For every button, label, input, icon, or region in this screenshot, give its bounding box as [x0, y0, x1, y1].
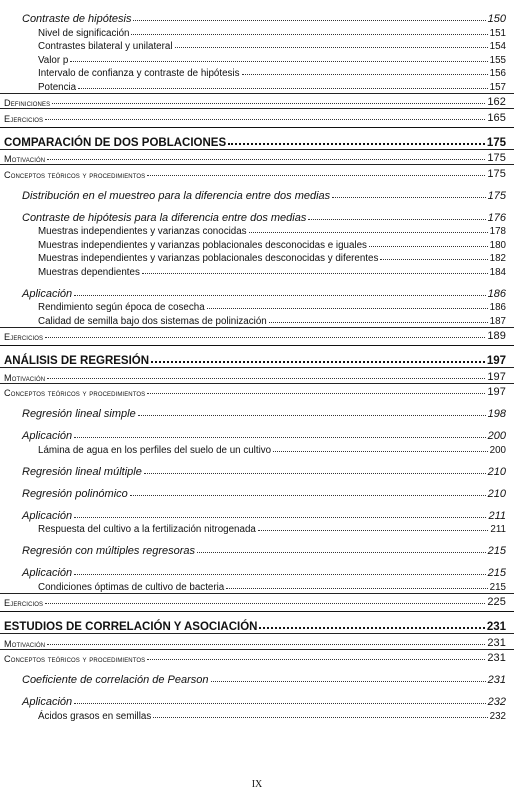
toc-entry-label: Condiciones óptimas de cultivo de bacteria	[38, 581, 225, 593]
toc-entry-page: 189	[487, 330, 506, 342]
toc-entry-page: 176	[487, 211, 506, 224]
dot-leader	[52, 103, 485, 104]
toc-section[interactable]	[0, 593, 514, 609]
toc-subsection[interactable]	[0, 420, 514, 442]
toc-item[interactable]	[0, 251, 514, 265]
toc-entry-page: 175	[487, 189, 506, 202]
toc-entry-page: 197	[487, 386, 506, 398]
toc-entry-page: 186	[487, 287, 506, 300]
toc-entry-label: Aplicación	[22, 696, 73, 708]
dot-leader	[211, 681, 486, 682]
toc-entry-page: 151	[489, 27, 506, 39]
toc-item[interactable]	[0, 237, 514, 251]
toc-entry-label: Calidad de semilla bajo dos sistemas de polinización	[38, 315, 267, 327]
dot-leader	[144, 473, 486, 474]
toc-entry-page: 200	[489, 444, 506, 456]
dot-leader	[74, 295, 486, 296]
dot-leader	[380, 259, 487, 260]
toc-entry-label: Aplicación	[22, 567, 73, 579]
toc-entry-page: 154	[489, 41, 506, 52]
toc-entry-label: Motivación	[4, 154, 46, 164]
toc-entry-page: 175	[487, 152, 506, 164]
toc-entry-label: Regresión lineal múltiple	[22, 465, 142, 478]
toc-subsection[interactable]	[0, 500, 514, 522]
toc-entry-label: Rendimiento según época de cosecha	[38, 302, 205, 313]
toc-section[interactable]	[0, 327, 514, 343]
toc-entry-label: Respuesta del cultivo a la fertilización nitrogenada	[38, 524, 256, 535]
dot-leader	[228, 143, 485, 145]
toc-item[interactable]	[0, 522, 514, 536]
dot-leader	[273, 451, 488, 452]
toc-entry-page: 200	[487, 430, 506, 442]
dot-leader	[47, 159, 485, 160]
toc-chapter[interactable]	[0, 345, 514, 367]
toc-entry-label: Contrastes bilateral y unilateral	[38, 41, 173, 52]
toc-subsection[interactable]	[0, 664, 514, 686]
toc-item[interactable]	[0, 25, 514, 39]
toc-entry-label: Regresión polinómico	[22, 487, 128, 500]
toc-section[interactable]	[0, 164, 514, 180]
toc-entry-label: Aplicación	[22, 430, 73, 442]
toc-entry-label: Ejercicios	[4, 113, 44, 124]
toc-entry-label: COMPARACIÓN DE DOS POBLACIONES	[4, 136, 227, 149]
dot-leader	[207, 308, 488, 309]
dot-leader	[45, 603, 485, 604]
toc-entry-page: 175	[486, 136, 506, 149]
dot-leader	[249, 232, 488, 233]
dot-leader	[70, 61, 487, 62]
toc-subsection[interactable]	[0, 686, 514, 708]
toc-section[interactable]	[0, 149, 514, 165]
dot-leader	[151, 361, 485, 363]
toc-item[interactable]	[0, 708, 514, 722]
toc-subsection[interactable]	[0, 398, 514, 420]
toc-entry-label: Coeficiente de correlación de Pearson	[22, 674, 209, 686]
toc-item[interactable]	[0, 579, 514, 593]
toc-entry-label: Muestras independientes y varianzas poblacionales desconocidas e iguales	[38, 239, 367, 251]
toc-entry-page: 231	[486, 621, 506, 633]
toc-item[interactable]	[0, 79, 514, 93]
toc-entry-label: Motivación	[4, 372, 46, 383]
toc-entry-label: Conceptos teóricos y procedimientos	[4, 654, 146, 664]
dot-leader	[197, 552, 486, 553]
toc-entry-label: Definiciones	[4, 98, 51, 108]
toc-entry-page: 155	[489, 54, 506, 66]
table-of-contents	[0, 3, 514, 722]
toc-entry-page: 215	[487, 567, 506, 579]
dot-leader	[147, 659, 485, 660]
toc-entry-page: 156	[489, 68, 506, 79]
toc-chapter[interactable]	[0, 611, 514, 633]
toc-item[interactable]	[0, 313, 514, 327]
toc-entry-label: Muestras independientes y varianzas poblacionales desconocidas y diferentes	[38, 253, 379, 264]
toc-item[interactable]	[0, 264, 514, 278]
toc-entry-page: 215	[487, 545, 506, 557]
toc-section[interactable]	[0, 108, 514, 124]
dot-leader	[258, 530, 489, 531]
toc-subsection[interactable]	[0, 478, 514, 500]
dot-leader	[242, 74, 488, 75]
toc-entry-label: Valor p	[38, 54, 69, 66]
toc-entry-label: Lámina de agua en los perfiles del suelo de un cultivo	[38, 444, 272, 456]
toc-entry-page: 215	[489, 581, 506, 593]
toc-subsection[interactable]	[0, 202, 514, 224]
toc-entry-page: 182	[489, 253, 506, 264]
dot-leader	[142, 273, 488, 274]
toc-entry-label: Conceptos teóricos y procedimientos	[4, 388, 146, 398]
toc-entry-label: Distribución en el muestreo para la diferencia entre dos medias	[22, 189, 331, 202]
toc-entry-page: 231	[487, 636, 506, 649]
dot-leader	[175, 47, 488, 48]
toc-entry-label: Ejercicios	[4, 332, 44, 342]
toc-entry-page: 178	[489, 226, 506, 237]
toc-chapter[interactable]	[0, 127, 514, 149]
toc-entry-label: Contraste de hipótesis	[22, 13, 132, 25]
toc-subsection[interactable]	[0, 535, 514, 557]
toc-entry-label: Muestras dependientes	[38, 266, 140, 278]
dot-leader	[45, 337, 485, 338]
toc-entry-label: Ejercicios	[4, 598, 44, 608]
toc-entry-page: 225	[487, 596, 506, 608]
toc-subsection[interactable]	[0, 3, 514, 25]
toc-entry-label: Ácidos grasos en semillas	[38, 710, 152, 722]
dot-leader	[269, 322, 488, 323]
toc-entry-page: 165	[487, 111, 506, 124]
toc-entry-page: 162	[487, 96, 506, 108]
toc-section[interactable]	[0, 367, 514, 383]
dot-leader	[130, 495, 486, 496]
toc-entry-page: 197	[486, 355, 506, 367]
toc-entry-label: ANÁLISIS DE REGRESIÓN	[4, 355, 150, 367]
dot-leader	[138, 415, 486, 416]
toc-entry-page: 197	[487, 370, 506, 383]
toc-entry-page: 187	[489, 315, 506, 327]
toc-entry-label: Regresión lineal simple	[22, 408, 136, 420]
toc-entry-label: Conceptos teóricos y procedimientos	[4, 169, 146, 180]
dot-leader	[74, 437, 486, 438]
dot-leader	[45, 119, 485, 120]
toc-section[interactable]	[0, 649, 514, 665]
dot-leader	[153, 717, 487, 718]
toc-item[interactable]	[0, 39, 514, 53]
toc-entry-page: 232	[487, 696, 506, 708]
toc-entry-label: Muestras independientes y varianzas conocidas	[38, 226, 247, 237]
toc-entry-label: Potencia	[38, 81, 77, 93]
toc-entry-page: 150	[487, 13, 506, 25]
dot-leader	[74, 703, 486, 704]
toc-entry-label: Motivación	[4, 638, 46, 649]
dot-leader	[332, 197, 485, 198]
toc-subsection[interactable]	[0, 180, 514, 202]
toc-entry-page: 210	[487, 465, 506, 478]
toc-section[interactable]	[0, 633, 514, 649]
dot-leader	[74, 517, 486, 518]
dot-leader	[259, 627, 484, 629]
toc-entry-label: Nivel de significación	[38, 27, 130, 39]
toc-entry-label: Intervalo de confianza y contraste de hipótesis	[38, 68, 240, 79]
toc-entry-page: 175	[487, 167, 506, 180]
toc-entry-page: 211	[490, 524, 506, 535]
dot-leader	[147, 175, 485, 176]
toc-entry-page: 232	[489, 710, 506, 722]
toc-subsection[interactable]	[0, 456, 514, 478]
dot-leader	[308, 219, 485, 220]
toc-entry-page: 231	[487, 652, 506, 664]
toc-entry-page: 180	[489, 239, 506, 251]
dot-leader	[47, 378, 485, 379]
dot-leader	[131, 34, 487, 35]
toc-item[interactable]	[0, 224, 514, 238]
toc-entry-page: 186	[489, 302, 506, 313]
toc-section[interactable]	[0, 93, 514, 109]
toc-entry-page: 157	[489, 81, 506, 93]
dot-leader	[78, 88, 488, 89]
toc-entry-label: Regresión con múltiples regresoras	[22, 545, 196, 557]
toc-entry-label: Contraste de hipótesis para la diferencia entre dos medias	[22, 211, 307, 224]
toc-item[interactable]	[0, 442, 514, 456]
dot-leader	[133, 20, 485, 21]
dot-leader	[226, 588, 487, 589]
toc-subsection[interactable]	[0, 557, 514, 579]
toc-entry-page: 198	[487, 408, 506, 420]
dot-leader	[369, 246, 488, 247]
toc-entry-page: 231	[487, 674, 506, 686]
dot-leader	[147, 393, 485, 394]
toc-item[interactable]	[0, 66, 514, 80]
page-number: IX	[251, 779, 263, 790]
toc-subsection[interactable]	[0, 278, 514, 300]
toc-entry-page: 210	[487, 487, 506, 500]
toc-entry-label: Aplicación	[22, 509, 73, 522]
toc-entry-label: Aplicación	[22, 287, 73, 300]
toc-entry-page: 211	[488, 509, 506, 522]
dot-leader	[74, 574, 486, 575]
toc-section[interactable]	[0, 383, 514, 399]
dot-leader	[47, 644, 485, 645]
toc-item[interactable]	[0, 300, 514, 314]
toc-entry-page: 184	[489, 266, 506, 278]
toc-entry-label: ESTUDIOS DE CORRELACIÓN Y ASOCIACIÓN	[4, 621, 258, 633]
toc-item[interactable]	[0, 52, 514, 66]
